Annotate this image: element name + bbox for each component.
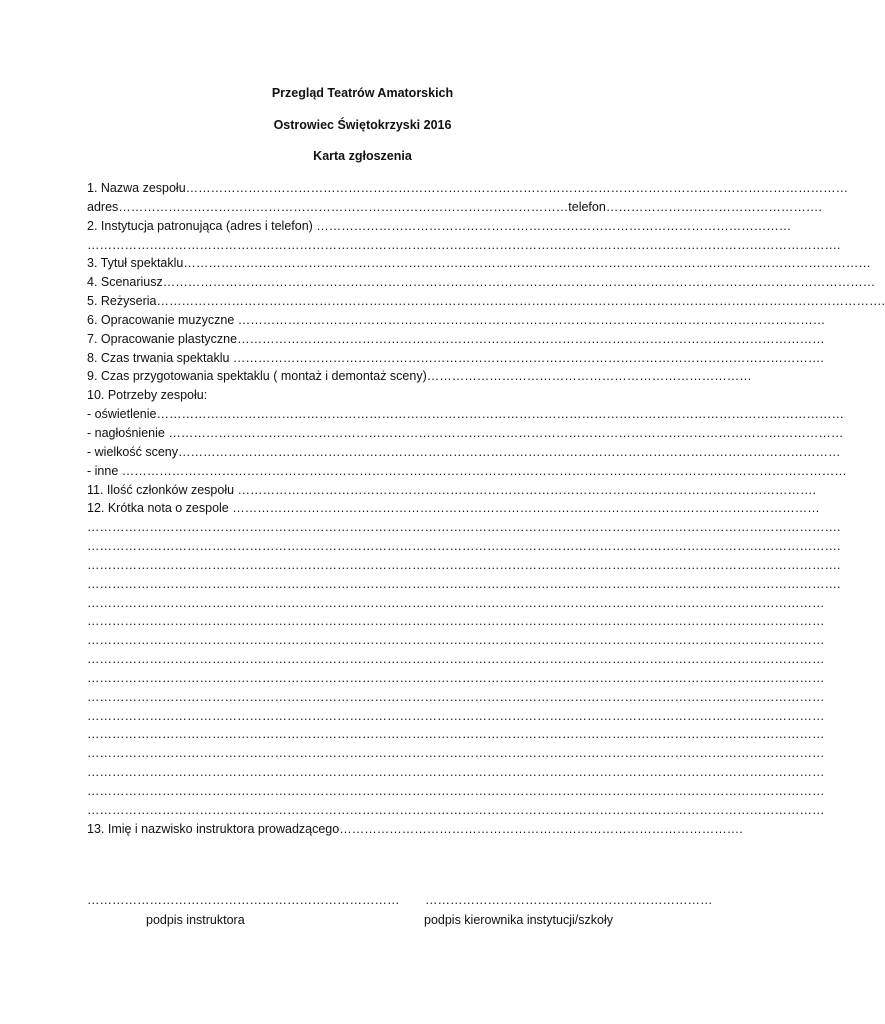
form-field-row xyxy=(87,179,849,198)
form-field-row xyxy=(87,405,844,424)
field-label: adres xyxy=(87,199,119,214)
form-field-row xyxy=(87,254,871,273)
fill-in-line[interactable]: …………………………………………………………………………………………………………………………. xyxy=(237,482,817,497)
field-label: - inne xyxy=(87,463,122,478)
fill-in-line[interactable]: …………………………………………………………………………………………………………………………………………………………… xyxy=(87,689,825,704)
fill-in-line[interactable]: …………………………………………………………………… xyxy=(426,369,752,384)
fill-in-line[interactable]: ………………………………………………………………………………………………………………………………………………… xyxy=(183,256,871,271)
fill-in-line[interactable]: …………………………………………………………………………………………………………………………………………… xyxy=(178,444,841,459)
form-field-row xyxy=(87,386,630,405)
fill-in-line[interactable]: …………………………………………………………………………………………………………………………………………………………… xyxy=(87,633,825,648)
fill-in-line[interactable]: …………………………………………………………………………………………………………………………………………………………… xyxy=(87,614,825,629)
fill-in-line[interactable]: ……………………………………………………………………………………. xyxy=(339,821,743,836)
form-field-row xyxy=(87,462,847,481)
fill-in-line[interactable]: …………………………………………………………………………………………………………………………………………………………… xyxy=(87,652,825,667)
form-field-row xyxy=(87,707,825,726)
director-signature-label: podpis kierownika instytucji/szkoły xyxy=(424,913,613,927)
form-field-row xyxy=(87,292,885,311)
field-label: 12. Krótka nota o zespole xyxy=(87,501,233,516)
form-field-row xyxy=(87,424,844,443)
form-field-row xyxy=(87,725,825,744)
form-field-row xyxy=(87,650,825,669)
fill-in-line[interactable]: ……………………………………………………………………………………………………………………………………………………… xyxy=(162,275,876,290)
fill-in-line[interactable]: …………………………………………………………………………………………………………………………………………………………… xyxy=(87,765,825,780)
form-fields xyxy=(87,179,885,839)
fill-in-line[interactable]: ………………………………………………………………………………………………………………………………………………………………. xyxy=(87,520,841,535)
form-field-row xyxy=(87,631,825,650)
field-label: 9. Czas przygotowania spektaklu ( montaż i demontaż sceny) xyxy=(87,369,427,384)
fill-in-line[interactable]: …………………………………………………………………………………………………………………………… xyxy=(232,501,820,516)
form-field-row xyxy=(87,330,825,349)
fill-in-line[interactable]: …………………………………………………………………………………………………………………………………………………………… xyxy=(87,670,825,685)
form-field-row xyxy=(87,273,876,292)
form-field-row xyxy=(87,311,826,330)
instructor-signature-label: podpis instruktora xyxy=(146,913,245,927)
fill-in-line[interactable]: ………………………………………………………………………………………………………………………………………………………… xyxy=(121,463,847,478)
field-label: 2. Instytucja patronująca (adres i telefon) xyxy=(87,218,317,233)
fill-in-line[interactable]: ……………………………………………. xyxy=(605,199,822,214)
field-label: - wielkość sceny xyxy=(87,444,178,459)
form-field-row xyxy=(87,744,825,763)
field-label: 3. Tytuł spektaklu xyxy=(87,256,184,271)
fill-in-line[interactable]: ……………………………………………………………………………………………… xyxy=(118,199,569,214)
form-location: Ostrowiec Świętokrzyski 2016 xyxy=(273,118,452,132)
form-field-row xyxy=(87,575,841,594)
fill-in-line[interactable]: ………………………………………………………………………………………………………………………………………………… xyxy=(156,407,844,422)
fill-in-line[interactable]: …………………………………………………………………………………………………………………………………………………………… xyxy=(87,746,825,761)
field-label: - oświetlenie xyxy=(87,407,157,422)
fill-in-line[interactable]: ………………………………………………………………………………………………………………………………………………………………. xyxy=(87,539,841,554)
fill-in-line[interactable]: …………………………………………………………………………………………………………………………………………………………… xyxy=(87,595,825,610)
fill-in-line[interactable]: …………………………………………………………………………………………………………………………… xyxy=(237,331,825,346)
fill-in-line[interactable]: …………………………………………………………………………………………………………………………………………………………… xyxy=(87,727,825,742)
form-title: Przegląd Teatrów Amatorskich xyxy=(271,86,454,100)
form-field-row xyxy=(87,782,825,801)
field-label: 7. Opracowanie plastyczne xyxy=(87,331,238,346)
form-field-row xyxy=(87,820,743,839)
fill-in-line[interactable]: …………………………………………………………………………………………………………………………………………………………… xyxy=(87,708,825,723)
form-field-row xyxy=(87,556,841,575)
field-label: 5. Reżyseria xyxy=(87,294,157,309)
form-field-row xyxy=(87,669,825,688)
form-field-row xyxy=(87,537,841,556)
fill-in-line[interactable]: …………………………………………………………………………………………………………………………… xyxy=(237,312,826,327)
instructor-signature-line: ………………………………………………………………… xyxy=(87,893,400,907)
fill-in-line[interactable]: ………………………………………………………………………………………………………………………………………………………………. xyxy=(87,237,841,252)
field-label: 13. Imię i nazwisko instruktora prowadzącego xyxy=(87,821,340,836)
form-field-row xyxy=(87,217,792,236)
fill-in-line[interactable]: ………………………………………………………………………………………………………………………………………………………………. xyxy=(87,557,841,572)
form-field-row xyxy=(87,499,820,518)
fill-in-line[interactable]: …………………………………………………………………………………………………………………………………………………………… xyxy=(87,784,825,798)
fill-in-line[interactable]: …………………………………………………………………………………………………………………………………………… xyxy=(185,181,849,195)
form-field-row xyxy=(87,443,841,462)
fill-in-line[interactable]: ………………………………………………………………………………………………………………………………………………………………. xyxy=(87,576,841,591)
fill-in-line[interactable]: …………………………………………………………………………………………………………………………………………………………… xyxy=(87,802,825,817)
form-field-row xyxy=(87,688,825,707)
field-label: 10. Potrzeby zespołu: xyxy=(87,388,208,403)
form-field-row xyxy=(87,349,824,368)
field-label: 1. Nazwa zespołu xyxy=(87,181,186,195)
field-label: 4. Scenariusz xyxy=(87,275,163,290)
form-field-row xyxy=(87,763,825,782)
field-label: 11. Ilość członków zespołu xyxy=(87,482,238,497)
field-label: 6. Opracowanie muzyczne xyxy=(87,312,238,327)
form-field-row xyxy=(87,518,841,537)
fill-in-line[interactable]: ……………………………………………………………………………………………………………………………………………… xyxy=(168,425,844,440)
form-field-row xyxy=(87,481,817,500)
field-label: - nagłośnienie xyxy=(87,425,169,440)
form-field-row xyxy=(87,236,841,255)
fill-in-line[interactable]: …………………………………………………………………………………………………………………………………………………………. xyxy=(156,294,885,309)
form-field-row xyxy=(87,801,825,820)
field-label: telefon xyxy=(568,199,606,214)
form-field-row xyxy=(87,594,825,613)
director-signature-line: …………………………………………………………… xyxy=(425,893,713,907)
form-field-row xyxy=(87,367,752,386)
fill-in-line[interactable]: …………………………………………………………………………………………………… xyxy=(316,218,792,233)
fill-in-line[interactable]: ……………………………………………………………………………………………………………………………. xyxy=(232,350,824,365)
field-label: 8. Czas trwania spektaklu xyxy=(87,350,233,365)
form-field-row xyxy=(87,198,822,217)
form-field-row xyxy=(87,612,825,631)
form-name: Karta zgłoszenia xyxy=(313,149,412,163)
